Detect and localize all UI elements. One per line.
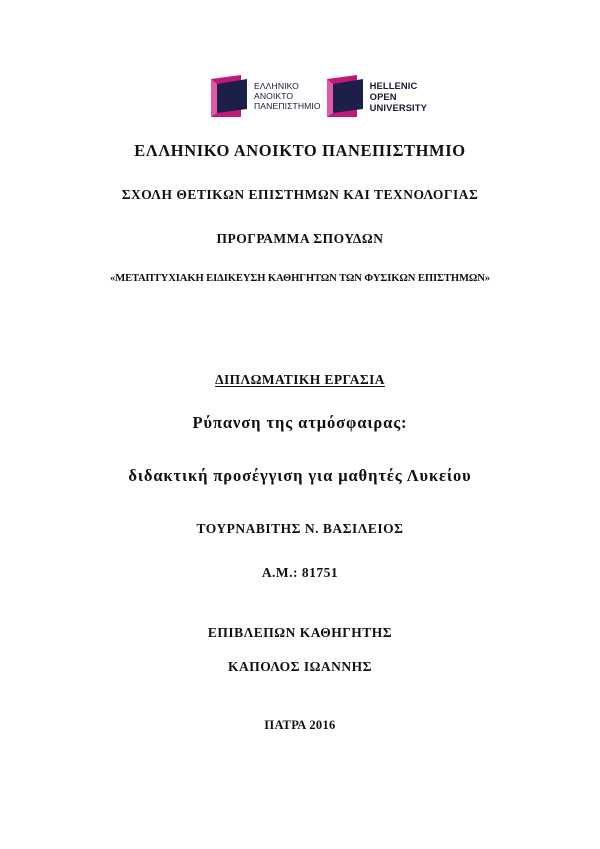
thesis-title-line1: Ρύπανση της ατμόσφαιρας:: [192, 413, 408, 432]
program-specialization: «ΜΕΤΑΠΤΥΧΙΑΚΗ ΕΙΔΙΚΕΥΣΗ ΚΑΘΗΓΗΤΩΝ ΤΩΝ ΦΥΣΙΚΩΝ ΕΠΙΣΤΗΜΩΝ»: [110, 273, 490, 284]
university-name: ΕΛΛΗΝΙΚΟ ΑΝΟΙΚΤΟ ΠΑΝΕΠΙΣΤΗΜΙΟ: [134, 141, 466, 160]
logo-greek-line1: ΕΛΛΗΝΙΚΟ: [254, 81, 299, 91]
logo-english-line3: UNIVERSITY: [369, 101, 427, 113]
supervisor-name: ΚΑΠΟΛΟΣ ΙΩΑΝΝΗΣ: [228, 659, 372, 674]
thesis-title-line2: διδακτική προσέγγιση για μαθητές Λυκείου: [128, 466, 472, 485]
hou-logo-mark-icon: [211, 75, 251, 117]
program-label: ΠΡΟΓΡΑΜΜΑ ΣΠΟΥΔΩΝ: [216, 231, 384, 246]
logo-english-line1: HELLENIC: [369, 79, 418, 91]
logo-english-line2: OPEN: [369, 90, 397, 102]
logo-greek: [211, 75, 321, 117]
hou-logo-mark-icon: [327, 75, 367, 117]
logo-greek-line3: ΠΑΝΕΠΙΣΤΗΜΙΟ: [254, 101, 321, 111]
supervisor-label: ΕΠΙΒΛΕΠΩΝ ΚΑΘΗΓΗΤΗΣ: [207, 625, 393, 640]
place-and-date: ΠΑΤΡΑ 2016: [264, 718, 336, 732]
registration-number: Α.Μ.: 81751: [261, 565, 339, 580]
logo-greek-line2: ΑΝΟΙΚΤΟ: [254, 91, 294, 101]
logo-greek-text: [254, 81, 321, 111]
author-name: ΤΟΥΡΝΑΒΙΤΗΣ Ν. ΒΑΣΙΛΕΙΟΣ: [196, 521, 404, 536]
university-logos: [211, 74, 427, 118]
logo-english-text: [370, 80, 427, 113]
school-name: ΣΧΟΛΗ ΘΕΤΙΚΩΝ ΕΠΙΣΤΗΜΩΝ ΚΑΙ ΤΕΧΝΟΛΟΓΙΑΣ: [121, 187, 479, 202]
logo-english: [327, 75, 427, 117]
thesis-type: ΔΙΠΛΩΜΑΤΙΚΗ ΕΡΓΑΣΙΑ: [215, 372, 385, 387]
